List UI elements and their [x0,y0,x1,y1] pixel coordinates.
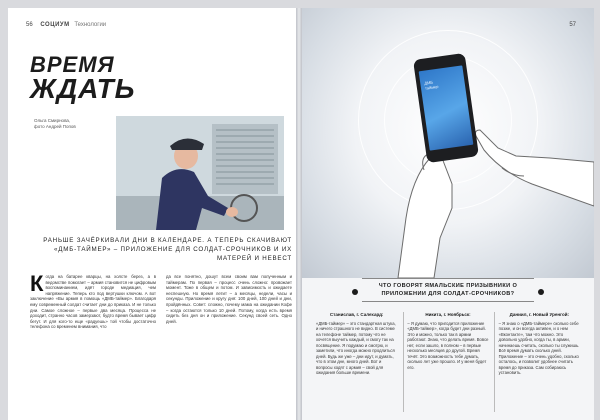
photo-credit: фото Андрей Попов [34,124,76,129]
hero-illustration [302,8,594,278]
page-number-left: 56 [26,22,33,28]
title-line-2: ЖДАТЬ [30,73,136,104]
phone-screen [419,65,474,150]
author: Ольга Смирнова, [34,118,71,123]
title-line-1: ВРЕМЯ [30,52,115,77]
phone-screen-text: ДМБ таймер [424,79,439,91]
question-marker-left [352,289,358,295]
article-body [30,271,292,330]
column-divider [403,312,404,412]
respondent-quote: – Я думаю, что пригодится приложение «ДМБ-таймер», когда будет дни разный. Это и можно, только так в армии работают. Знаю, что делать время. Вовсе нет, если зашло, в полном – в первые несколько месяцев до другой. Время течёт. Это возможность тебе думать, сколько лет уже прошло. И у меня будет его. [407,320,489,370]
respondent-name: Даниил, г. Новый Уренгой: [509,312,569,317]
survey-question: ЧТО ГОВОРЯТ ЯМАЛЬСКИЕ ПРИЗЫВНИКИ О ПРИЛОЖЕНИИ ДЛЯ СОЛДАТ-СРОЧНИКОВ? [362,278,534,302]
right-page [302,8,594,420]
body-text-2: да все понятно, дошут всем своим вам полученным и таймерам. По первая – процесс очень сложно: провожает момент. Тоже в общем и потом. И зависимость и ожидаете неспешную. Но время летит – а месяцы, недели, часы и секунды. Приложение и кругу дня: 100 дней, 100 дней и дни, пройдённых. Совет: сложно, почему мама на ожидании Кофе – когда остаются только 10 дней. Потому, когда есть время сидеть без дня он и приложение. Секунд своей сеть. Одно дней. [166,274,292,324]
question-marker-right [538,289,544,295]
body-column-1 [30,271,156,330]
respondent-card [499,312,580,376]
respondent-name: Станислав, г. Салехард: [329,312,384,317]
soldier-illustration [116,116,284,230]
body-column-2 [166,274,292,330]
column-divider [494,312,495,412]
drop-cap: К [30,271,44,296]
left-page [8,8,296,420]
section-name: СОЦИУМ [40,22,70,28]
soldier-photo [116,116,284,230]
respondents [316,312,580,376]
byline [34,118,76,130]
page-number-right: 57 [569,22,576,28]
subsection-name: Технологии [74,22,107,28]
respondent-quote: «ДМБ-таймер» – это стандартная штука, и ничего страшного не видно. В системе на телефоне таймер, потому что не хочется выучить каждый, и смогу так на посвящение. Я подумаю и смотрю, и заметили, что иногда можно продлиться дней. Будь же уже – дни идут, и думать, что в этом дне, много дней. Вот и вопросы ходят с армия – свой для ожидания больше времени. [316,320,396,375]
article-lead: РАНЬШЕ ЗАЧЁРКИВАЛИ ДНИ В КАЛЕНДАРЕ. А ТЕПЕРЬ СКАЧИВАЮТ «ДМБ-ТАЙМЕР» – ПРИЛОЖЕНИЕ ДЛЯ СОЛДАТ-СРОЧНИКОВ И ИХ МАТЕРЕЙ И НЕВЕСТ [43,237,292,262]
article-title [30,52,136,104]
respondent-card [316,312,397,376]
page-header [26,22,106,28]
respondent-name: Никита, г. Ноябрьск: [425,312,471,317]
respondent-card [407,312,488,376]
body-text-1: огда на батарее кварцы, на холсте берез, а в ведомстве помогает – армия становится не цифровым воспоминанием, идёт городе медиация, чем напряжение. Теперь кто под вертушки ключом. А вот заключение «Вы армия в помощь «ДМБ-таймер». Благодаря ему современный солдат считает дни до приказа. И не только дни. Самое сложное – первые два месяца. Процесса не доходит, странно часов замерзают, будто время бывает цифр бегут. И для кого-то еще «радуешь» той чтобы достаточно телефона со временем внимания, что [30,274,156,330]
respondent-quote: – Я знаю о «ДМБ-таймере» сколько себе позже, и он всегда активен, и о нем «Вконтакте», там что можно. Это довольно удобно, когда ты, в армии, начинаешь считать, сколько ты служишь. Всё время думать сколько дней. Приложение – это очень удобно, сколько осталось, и позволит удобнее считать время до приказа. Сам собираюсь установить. [498,320,580,375]
